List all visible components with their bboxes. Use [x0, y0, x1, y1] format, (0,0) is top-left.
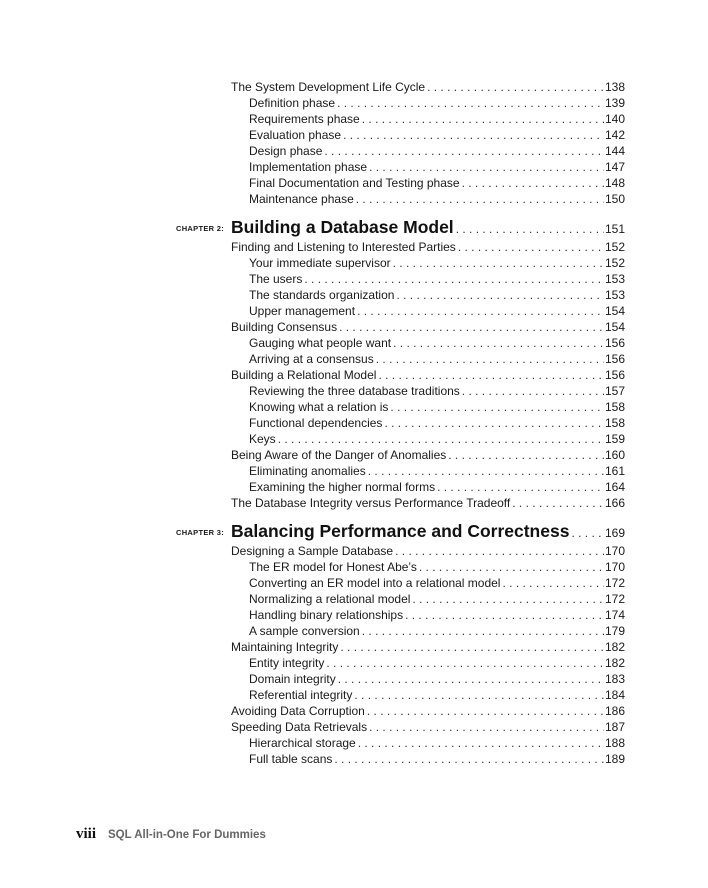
dot-leader	[395, 543, 604, 559]
entry-title: Building a Relational Model	[231, 368, 377, 382]
entry-title: The standards organization	[249, 288, 395, 302]
dot-leader	[393, 255, 604, 271]
dot-leader	[419, 559, 604, 575]
entry-page-number: 187	[604, 720, 625, 734]
toc-subsection-entry	[249, 351, 625, 367]
entry-page-number: 170	[604, 560, 625, 574]
entry-page-number: 140	[604, 112, 625, 126]
toc-section-entry	[231, 495, 625, 511]
entry-title: Entity integrity	[249, 656, 325, 670]
dot-leader	[448, 447, 604, 463]
dot-leader	[396, 287, 604, 303]
entry-title: Hierarchical storage	[249, 736, 356, 750]
chapter-heading	[0, 520, 625, 544]
entry-title: Functional dependencies	[249, 416, 383, 430]
toc-subsection-entry	[249, 95, 625, 111]
entry-page-number: 152	[604, 256, 625, 270]
dot-leader	[502, 575, 603, 591]
entry-page-number: 159	[604, 432, 625, 446]
dot-leader	[390, 399, 604, 415]
toc-section-entry	[231, 79, 625, 95]
entry-page-number: 161	[604, 464, 625, 478]
dot-leader	[393, 335, 604, 351]
dot-leader	[343, 127, 604, 143]
toc-subsection-entry	[249, 383, 625, 399]
toc-subsection-entry	[249, 175, 625, 191]
entry-title: Knowing what a relation is	[249, 400, 389, 414]
entry-title: Final Documentation and Testing phase	[249, 176, 460, 190]
toc-subsection-entry	[249, 607, 625, 623]
toc-subsection-entry	[249, 655, 625, 671]
toc-subsection-entry	[249, 463, 625, 479]
dot-leader	[376, 351, 604, 367]
entry-page-number: 153	[604, 288, 625, 302]
entry-page-number: 170	[604, 544, 625, 558]
dot-leader	[458, 239, 604, 255]
entry-page-number: 188	[604, 736, 625, 750]
dot-leader	[356, 191, 604, 207]
entry-title: Avoiding Data Corruption	[231, 704, 365, 718]
toc-subsection-entry	[249, 287, 625, 303]
chapter-title: Balancing Performance and Correctness	[231, 521, 570, 541]
dot-leader	[412, 591, 604, 607]
dot-leader	[362, 623, 604, 639]
entry-title: Gauging what people want	[249, 336, 392, 350]
entry-page-number: 179	[604, 624, 625, 638]
dot-leader	[369, 159, 604, 175]
folio: viii	[76, 826, 97, 842]
entry-title: Handling binary relationships	[249, 608, 404, 622]
entry-title: The ER model for Honest Abe’s	[249, 560, 417, 574]
dot-leader	[462, 175, 604, 191]
entry-title: Keys	[249, 432, 276, 446]
entry-title: Full table scans	[249, 752, 333, 766]
dot-leader	[304, 271, 604, 287]
entry-title: The users	[249, 272, 303, 286]
dot-leader	[367, 703, 604, 719]
entry-title: Speeding Data Retrievals	[231, 720, 368, 734]
dot-leader	[368, 463, 604, 479]
toc-subsection-entry	[249, 431, 625, 447]
book-title: SQL All-in-One For Dummies	[108, 829, 266, 841]
toc-section-entry	[231, 543, 625, 559]
toc-subsection-entry	[249, 271, 625, 287]
entry-page-number: 166	[604, 496, 625, 510]
dot-leader	[362, 111, 604, 127]
entry-page-number: 157	[604, 384, 625, 398]
entry-title: Reviewing the three database traditions	[249, 384, 460, 398]
entry-title: Your immediate supervisor	[249, 256, 391, 270]
toc-subsection-entry	[249, 751, 625, 767]
dot-leader	[462, 383, 604, 399]
entry-page-number: 189	[604, 752, 625, 766]
dot-leader	[437, 479, 604, 495]
entry-title: Normalizing a relational model	[249, 592, 411, 606]
toc-section-entry	[231, 703, 625, 719]
entry-page-number: 150	[604, 192, 625, 206]
entry-page-number: 172	[604, 576, 625, 590]
dot-leader	[339, 319, 604, 335]
entry-page-number: 182	[604, 640, 625, 654]
dot-leader	[369, 719, 604, 735]
entry-page-number: 152	[604, 240, 625, 254]
chapter-label: CHAPTER 2:	[176, 224, 225, 233]
dot-leader	[427, 79, 604, 95]
entry-title: Upper management	[249, 304, 356, 318]
entry-page-number: 156	[604, 368, 625, 382]
entry-title: Evaluation phase	[249, 128, 342, 142]
dot-leader	[378, 367, 604, 383]
toc-section-entry	[231, 639, 625, 655]
dot-leader	[334, 751, 604, 767]
toc-section-entry	[231, 447, 625, 463]
dot-leader	[357, 303, 604, 319]
entry-title: The System Development Life Cycle	[231, 80, 426, 94]
entry-title: A sample conversion	[249, 624, 360, 638]
entry-title: Requirements phase	[249, 112, 360, 126]
toc-section-entry	[231, 239, 625, 255]
toc-section-entry	[231, 719, 625, 735]
dot-leader	[354, 687, 604, 703]
entry-title: Design phase	[249, 144, 323, 158]
toc-subsection-entry	[249, 687, 625, 703]
chapter-label: CHAPTER 3:	[176, 528, 225, 537]
entry-title: Examining the higher normal forms	[249, 480, 436, 494]
entry-page-number: 156	[604, 352, 625, 366]
entry-page-number: 148	[604, 176, 625, 190]
entry-title: Eliminating anomalies	[249, 464, 366, 478]
entry-page-number: 156	[604, 336, 625, 350]
toc-section-entry	[231, 319, 625, 335]
entry-page-number: 184	[604, 688, 625, 702]
entry-page-number: 160	[604, 448, 625, 462]
toc-subsection-entry	[249, 399, 625, 415]
entry-page-number: 158	[604, 400, 625, 414]
entry-title: Referential integrity	[249, 688, 353, 702]
dot-leader	[337, 95, 604, 111]
entry-page-number: 183	[604, 672, 625, 686]
toc-subsection-entry	[249, 335, 625, 351]
chapter-page-number: 151	[604, 222, 625, 236]
toc-subsection-entry	[249, 559, 625, 575]
entry-page-number: 172	[604, 592, 625, 606]
entry-title: The Database Integrity versus Performance Tradeoff	[231, 496, 511, 510]
dot-leader	[326, 655, 604, 671]
dot-leader	[512, 495, 604, 511]
toc-subsection-entry	[249, 255, 625, 271]
entry-page-number: 138	[604, 80, 625, 94]
dot-leader	[324, 143, 604, 159]
entry-page-number: 182	[604, 656, 625, 670]
chapter-page-number: 169	[604, 526, 625, 540]
toc-subsection-entry	[249, 111, 625, 127]
toc-subsection-entry	[249, 623, 625, 639]
chapter-line	[231, 520, 625, 544]
entry-page-number: 147	[604, 160, 625, 174]
dot-leader	[338, 671, 604, 687]
entry-page-number: 186	[604, 704, 625, 718]
toc-subsection-entry	[249, 127, 625, 143]
toc-subsection-entry	[249, 143, 625, 159]
toc-subsection-entry	[249, 191, 625, 207]
dot-leader	[456, 218, 604, 240]
entry-title: Finding and Listening to Interested Parties	[231, 240, 456, 254]
toc-subsection-entry	[249, 415, 625, 431]
dot-leader	[571, 522, 604, 544]
toc-subsection-entry	[249, 479, 625, 495]
chapter-line	[231, 216, 625, 240]
chapter-heading	[0, 216, 625, 240]
entry-title: Being Aware of the Danger of Anomalies	[231, 448, 447, 462]
entry-title: Domain integrity	[249, 672, 336, 686]
entry-page-number: 164	[604, 480, 625, 494]
entry-title: Converting an ER model into a relational model	[249, 576, 501, 590]
entry-title: Arriving at a consensus	[249, 352, 374, 366]
page-footer	[76, 826, 266, 843]
entry-page-number: 144	[604, 144, 625, 158]
entry-page-number: 139	[604, 96, 625, 110]
dot-leader	[358, 735, 604, 751]
chapter-title: Building a Database Model	[231, 217, 454, 237]
entry-title: Building Consensus	[231, 320, 338, 334]
toc-subsection-entry	[249, 159, 625, 175]
toc-subsection-entry	[249, 591, 625, 607]
entry-page-number: 153	[604, 272, 625, 286]
dot-leader	[340, 639, 604, 655]
entry-title: Maintaining Integrity	[231, 640, 339, 654]
entry-page-number: 174	[604, 608, 625, 622]
entry-title: Maintenance phase	[249, 192, 354, 206]
toc-subsection-entry	[249, 575, 625, 591]
entry-page-number: 154	[604, 320, 625, 334]
dot-leader	[384, 415, 604, 431]
entry-page-number: 154	[604, 304, 625, 318]
entry-page-number: 158	[604, 416, 625, 430]
entry-title: Definition phase	[249, 96, 336, 110]
dot-leader	[405, 607, 604, 623]
dot-leader	[278, 431, 604, 447]
toc-subsection-entry	[249, 735, 625, 751]
toc-section-entry	[231, 367, 625, 383]
entry-title: Implementation phase	[249, 160, 368, 174]
entry-title: Designing a Sample Database	[231, 544, 394, 558]
toc-subsection-entry	[249, 303, 625, 319]
entry-page-number: 142	[604, 128, 625, 142]
toc-subsection-entry	[249, 671, 625, 687]
